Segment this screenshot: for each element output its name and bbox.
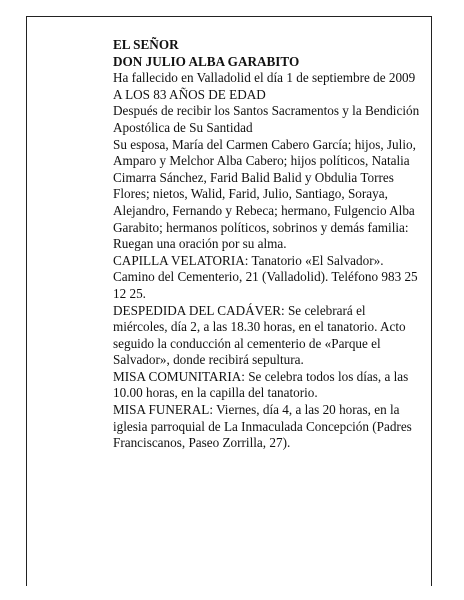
deceased-name: DON JULIO ALBA GARABITO xyxy=(113,53,300,69)
death-notice: Ha fallecido en Valladolid el día 1 de septiembre de 2009 xyxy=(113,70,416,86)
chapel-paragraph: CAPILLA VELATORIA: Tanatorio «El Salvador». Camino del Cementerio, 21 (Valladolid). Teléfono 983 25 12 25. xyxy=(113,252,418,301)
prayer-line: Ruegan una oración por su alma. xyxy=(113,236,287,252)
farewell-paragraph: DESPEDIDA DEL CADÁVER: Se celebrará el miércoles, día 2, a las 18.30 horas, en el tanatorio. Acto seguido la conducción al cementerio de «Parque el Salvador», donde recibirá sepultura. xyxy=(113,302,406,368)
community-mass-paragraph: MISA COMUNITARIA: Se celebra todos los días, a las 10.00 horas, en la capilla del tanatorio. xyxy=(113,368,409,401)
age-line: A LOS 83 AÑOS DE EDAD xyxy=(113,86,266,102)
obituary-title: EL SEÑOR xyxy=(113,37,179,52)
sacraments-line: Después de recibir los Santos Sacramentos y la Bendición Apostólica de Su Santidad xyxy=(113,103,420,135)
family-paragraph: Su esposa, María del Carmen Cabero García; hijos, Julio, Amparo y Melchor Alba Cabero; hijos políticos, Natalia Cimarra Sánchez, Farid Balid Balid y Obdulia Torres Flores; nietos, Walid, Farid, Julio, Santiago, Soraya, Alejandro, Fernando y Rebeca; hermano, Fulgencio Alba Garabito; hermanos políticos, sobrinos y demás familia: xyxy=(113,136,416,235)
obituary-text xyxy=(113,37,423,452)
funeral-mass-paragraph: MISA FUNERAL: Viernes, día 4, a las 20 horas, en la iglesia parroquial de La Inmaculada Concepción (Padres Franciscanos, Paseo Zorrilla, 27). xyxy=(113,402,412,451)
